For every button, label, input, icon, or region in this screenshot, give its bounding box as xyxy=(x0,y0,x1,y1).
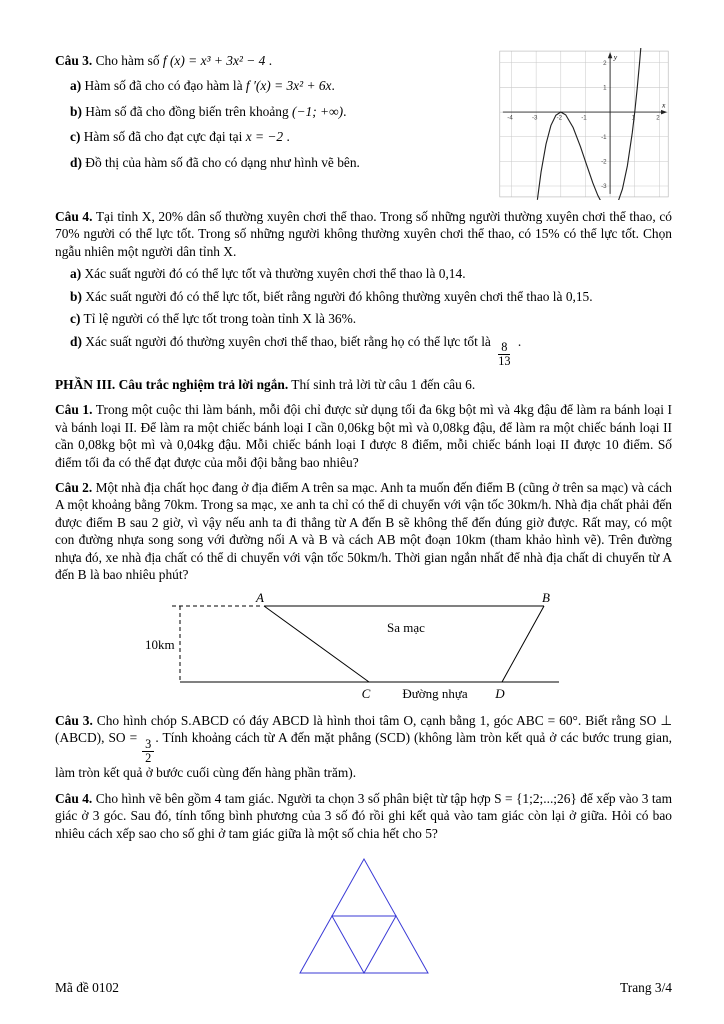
option-b-label: b) xyxy=(70,103,82,119)
question-label: Câu 4. xyxy=(55,209,93,224)
option-d xyxy=(55,333,672,368)
plot-axes xyxy=(503,55,665,194)
desert-road-figure xyxy=(144,592,584,704)
option-b-text: Hàm số đã cho đồng biến trên khoảng xyxy=(81,103,293,119)
option-d-label: d) xyxy=(70,333,82,349)
fraction-8-13 xyxy=(495,341,513,368)
option-b xyxy=(55,103,486,120)
part2-question-3-text xyxy=(55,52,486,171)
question-paragraph xyxy=(55,479,672,584)
cubic-function-plot xyxy=(496,48,672,200)
option-c-label: c) xyxy=(70,129,81,145)
question-label: Câu 4. xyxy=(55,790,93,806)
question-intro xyxy=(55,208,672,260)
question-text: Trong một cuộc thi làm bánh, mỗi đội chỉ được sử dụng tối đa 6kg bột mì và 4kg đậu để làm ra bánh loại I và bánh loại II. Để làm ra một chiếc bánh loại I cần 0,06kg bột mì và 0,08kg đậu, để làm ra một chiếc bánh loại II cần 0,08kg bột mì và 0,04kg đậu. Mỗi chiếc bánh loại I được 8 điểm, mỗi chiếc bánh loại II được 10 điểm. Số điểm tối đa có thể đạt được của mỗi đội bằng bao nhiêu? xyxy=(55,402,672,470)
option-a-text: Xác suất người đó có thể lực tốt và thường xuyên chơi thể thao là 0,14. xyxy=(81,266,466,282)
question-intro xyxy=(55,52,486,69)
x-tick: -4 xyxy=(507,114,513,122)
x-tick: -1 xyxy=(581,114,587,122)
plot-grid xyxy=(500,51,668,197)
part2-question-4 xyxy=(55,208,672,368)
point-d-label: D xyxy=(494,685,505,701)
y-tick: 2 xyxy=(603,59,607,67)
four-triangles-figure xyxy=(294,854,434,978)
x-tick: 1 xyxy=(631,114,636,122)
y-tick: -2 xyxy=(601,158,607,166)
page-number: Trang 3/4 xyxy=(620,979,672,995)
question-label: Câu 3. xyxy=(55,712,93,728)
question-text: Cho hình vẽ bên gồm 4 tam giác. Người ta chọn 3 số phân biệt từ tập hợp S = {1;2;...;26} để xếp vào 3 tam giác ở 3 góc. Sau đó, tính tổng bình phương của 3 số đó rồi ghi kết quả vào tam giác còn lại ở giữa. Hỏi có bao nhiêu cách xếp sao cho số ghi ở tam giác giữa là một số chia hết cho 5? xyxy=(55,790,672,841)
question-text-before-fraction: Cho hình chóp S.ABCD có đáy ABCD là hình thoi tâm O, cạnh bằng 1, góc ABC = 60°. Biết rằng SO ⊥ (ABCD), SO = xyxy=(55,712,672,746)
option-a xyxy=(55,77,486,94)
y-axis-label: y xyxy=(613,52,618,62)
part3-question-3 xyxy=(55,712,672,782)
question-paragraph xyxy=(55,401,672,471)
question-label: Câu 3. xyxy=(55,53,93,68)
x-tick: -3 xyxy=(531,114,538,122)
option-d-text: Đồ thị của hàm số đã cho có dạng như hình vẽ bên. xyxy=(81,154,360,170)
part2-question-3 xyxy=(55,52,672,200)
option-a-label: a) xyxy=(70,78,82,94)
point-b-label: B xyxy=(541,591,550,605)
question-text: Một nhà địa chất học đang ở địa điểm A trên sa mạc. Anh ta muốn đến điểm B (cũng ở trên sa mạc) và cách A một khoảng bằng 70km. Trong sa mạc, xe anh ta chỉ có thể di chuyển với vận tốc 30km/h. Nhà địa chất phải đến được điểm B sau 2 giờ, vì vậy nếu anh ta đi thẳng từ A đến B sẽ không thể đến đúng giờ được. Rất may, có một con đường nhựa song song với đường nối A và B và cách AB một đoạn 10km (tham khảo hình vẽ). Trên đường nhựa đó, xe nhà địa chất có thể di chuyển với vận tốc 50km/h. Thời gian ngắn nhất để nhà địa chất di chuyển từ A đến B là bao nhiêu phút? xyxy=(55,480,672,583)
x-axis-label: x xyxy=(662,100,666,110)
option-c-text: Tỉ lệ người có thể lực tốt trong toàn tỉnh X là 36%. xyxy=(80,311,357,327)
cubic-function-plot-svg xyxy=(496,48,672,200)
option-a-label: a) xyxy=(70,266,82,282)
question-label: Câu 2. xyxy=(55,480,93,496)
option-c-text: Hàm số đã cho đạt cực đại tại xyxy=(80,129,246,145)
option-c xyxy=(55,128,486,145)
plot-border xyxy=(500,51,668,197)
question-paragraph xyxy=(55,790,672,842)
segment-bd xyxy=(502,606,544,682)
question-text-after-fraction: . Tính khoảng cách từ A đến mặt phẳng (SCD) (không làm tròn kết quả ở các bước trung gian, làm tròn kết quả ở bước cuối cùng đến hàng phần trăm). xyxy=(55,730,672,781)
point-a-label: A xyxy=(255,591,264,605)
part3-header-title: PHẦN III. Câu trắc nghiệm trả lời ngắn. xyxy=(55,376,289,392)
fraction-numerator: 3 xyxy=(142,738,154,752)
part3-question-4 xyxy=(55,790,672,978)
question-intro-end: . xyxy=(265,53,273,68)
option-a-math: f ′(x) = 3x² + 6x xyxy=(245,78,332,94)
question-formula: f (x) = x³ + 3x² − 4 xyxy=(162,53,266,68)
axis-tick-labels xyxy=(507,60,660,190)
page-footer xyxy=(55,979,672,996)
part3-header xyxy=(55,376,672,393)
fraction-denominator: 13 xyxy=(498,354,511,369)
cubic-curve xyxy=(537,48,641,200)
fraction-numerator: 8 xyxy=(498,341,510,355)
option-b xyxy=(55,288,672,305)
middle-triangle xyxy=(332,916,396,973)
point-c-label: C xyxy=(361,685,370,701)
question-intro-text: Cho hàm số xyxy=(92,53,163,68)
fraction-denominator: 2 xyxy=(145,750,152,765)
x-tick: -2 xyxy=(556,114,563,122)
option-c-end: . xyxy=(283,129,290,145)
option-c xyxy=(55,310,672,327)
y-tick: -3 xyxy=(601,183,607,191)
part3-question-1 xyxy=(55,401,672,471)
x-tick: 2 xyxy=(656,114,660,122)
question-paragraph xyxy=(55,712,672,782)
desert-label: Sa mạc xyxy=(386,619,425,635)
segment-ac xyxy=(264,606,369,682)
x-axis-arrow xyxy=(661,110,667,115)
option-d-text: Xác suất người đó thường xuyên chơi thể thao, biết rằng họ có thể lực tốt là xyxy=(81,333,495,349)
question-label: Câu 1. xyxy=(55,402,93,418)
option-d-end: . xyxy=(514,333,522,349)
part3-question-2 xyxy=(55,479,672,704)
part3-header-note: Thí sinh trả lời từ câu 1 đến câu 6. xyxy=(288,376,476,392)
option-b-label: b) xyxy=(70,288,82,304)
option-a-end: . xyxy=(331,78,335,94)
option-c-label: c) xyxy=(70,311,81,327)
fraction-3-2 xyxy=(142,738,154,765)
distance-label: 10km xyxy=(144,636,175,652)
option-c-math: x = −2 xyxy=(245,129,284,145)
y-tick: -1 xyxy=(601,133,607,141)
y-axis-arrow xyxy=(608,52,613,58)
question-text: Tại tỉnh X, 20% dân số thường xuyên chơi thể thao. Trong số những người thường xuyên chơi thể thao, có 70% người có thể lực tốt. Trong số những người không thường xuyên chơi thể thao, có 15% có thể lực tốt. Chọn ngẫu nhiên một người dân tỉnh X. xyxy=(55,209,672,259)
y-tick: 1 xyxy=(603,84,607,92)
road-label: Đường nhựa xyxy=(401,685,468,701)
option-b-end: . xyxy=(343,103,347,119)
option-d-label: d) xyxy=(70,154,82,170)
option-b-text: Xác suất người đó có thể lực tốt, biết rằng người đó không thường xuyên chơi thể thao là 0,15. xyxy=(81,288,593,304)
option-d xyxy=(55,154,486,171)
option-b-math: (−1; +∞) xyxy=(292,103,344,119)
exam-code: Mã đề 0102 xyxy=(55,979,119,995)
option-a-text: Hàm số đã cho có đạo hàm là xyxy=(81,78,246,94)
option-a xyxy=(55,265,672,282)
